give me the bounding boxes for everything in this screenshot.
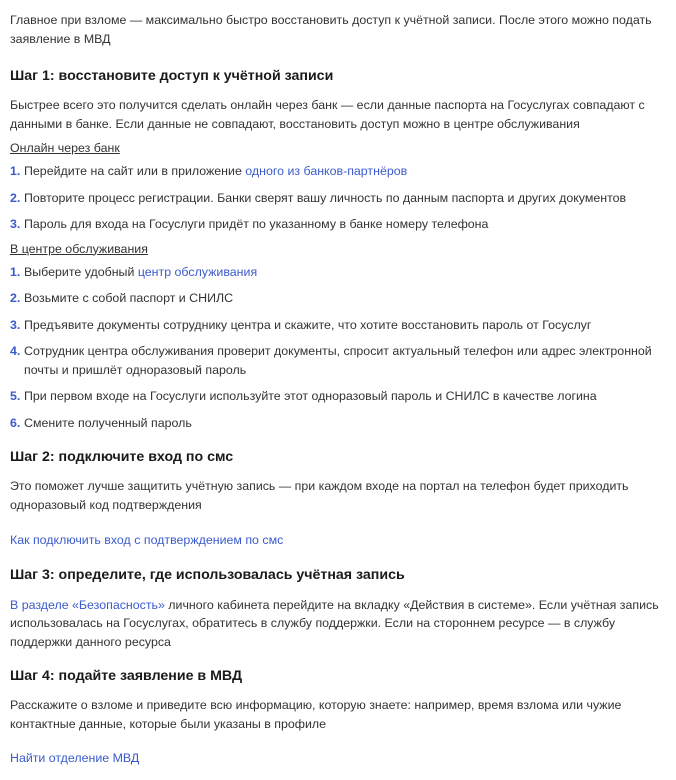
sms-login-link[interactable]: Как подключить вход с подтверждением по смс [10, 533, 284, 547]
service-center-subtitle: В центре обслуживания [10, 241, 148, 256]
list-item [10, 189, 666, 208]
list-text: При первом входе на Госуслуги используйте этот одноразовый пароль и СНИЛС в качестве логина [24, 389, 597, 403]
step4-title: Шаг 4: подайте заявление в МВД [10, 668, 243, 684]
online-bank-list [10, 162, 666, 234]
list-text: Сотрудник центра обслуживания проверит документы, спросит актуальный телефон или адрес электронной почты и пришлёт одноразовый пароль [24, 344, 652, 377]
online-bank-subtitle: Онлайн через банк [10, 141, 120, 155]
partner-banks-link[interactable]: одного из банков-партнёров [245, 164, 408, 178]
list-number: 5. [10, 389, 21, 403]
step4-text: Расскажите о взломе и приведите всю информацию, которую знаете: например, время взлома или чужие контактные данные, которые были указаны в профиле [10, 698, 622, 731]
list-text: Выберите удобный [24, 264, 138, 279]
step1-text: Быстрее всего это получится сделать онлайн через банк — если данные паспорта на Госуслугах совпадают с данными в банке. Если данные не совпадают, восстановить доступ можно в центре обслуживания [10, 98, 645, 131]
step2-text: Это поможет лучше защитить учётную запись — при каждом входе на портал на телефон будет приходить одноразовый код подтверждения [10, 479, 629, 512]
list-item [10, 387, 666, 406]
step2-title: Шаг 2: подключите вход по смс [10, 449, 234, 465]
step1-title: Шаг 1: восстановите доступ к учётной записи [10, 68, 334, 84]
list-item [10, 215, 666, 234]
list-text: Перейдите на сайт или в приложение [24, 164, 246, 178]
list-number: 1. [10, 164, 21, 178]
list-item [10, 342, 666, 379]
step3-text [10, 596, 666, 652]
list-text: Пароль для входа на Госуслуги придёт по указанному в банке номеру телефона [24, 217, 489, 231]
security-section-link[interactable]: В разделе «Безопасность» [10, 597, 165, 612]
list-number: 6. [10, 415, 21, 430]
list-number: 2. [10, 190, 21, 205]
service-center-list [10, 263, 666, 433]
step3-title: Шаг 3: определите, где использовалась учётная запись [10, 566, 405, 583]
step3-body: личного кабинета перейдите на вкладку «Действия в системе». Если учётная запись использовалась на Госуслугах, обратитесь в службу поддержки. Если на стороннем ресурсе — в службу поддержки данного ресурса [10, 597, 659, 649]
list-number: 2. [10, 291, 21, 305]
intro-text: Главное при взломе — максимально быстро восстановить доступ к учётной записи. После этого можно подать заявление в МВД [10, 13, 652, 46]
list-item [10, 289, 666, 308]
list-text: Предъявите документы сотруднику центра и скажите, что хотите восстановить пароль от Госуслуг [24, 317, 592, 332]
list-number: 4. [10, 344, 21, 358]
list-text: Смените полученный пароль [24, 415, 192, 430]
list-item [10, 316, 666, 335]
list-item [10, 263, 666, 282]
list-number: 3. [10, 217, 21, 231]
list-number: 3. [10, 317, 21, 332]
find-police-link[interactable]: Найти отделение МВД [10, 751, 140, 765]
list-text: Возьмите с собой паспорт и СНИЛС [24, 291, 234, 305]
list-item [10, 162, 666, 181]
list-item [10, 414, 666, 433]
service-center-link[interactable]: центр обслуживания [137, 264, 258, 279]
list-number: 1. [10, 264, 21, 279]
list-text: Повторите процесс регистрации. Банки сверят вашу личность по данным паспорта и других документов [24, 190, 627, 205]
